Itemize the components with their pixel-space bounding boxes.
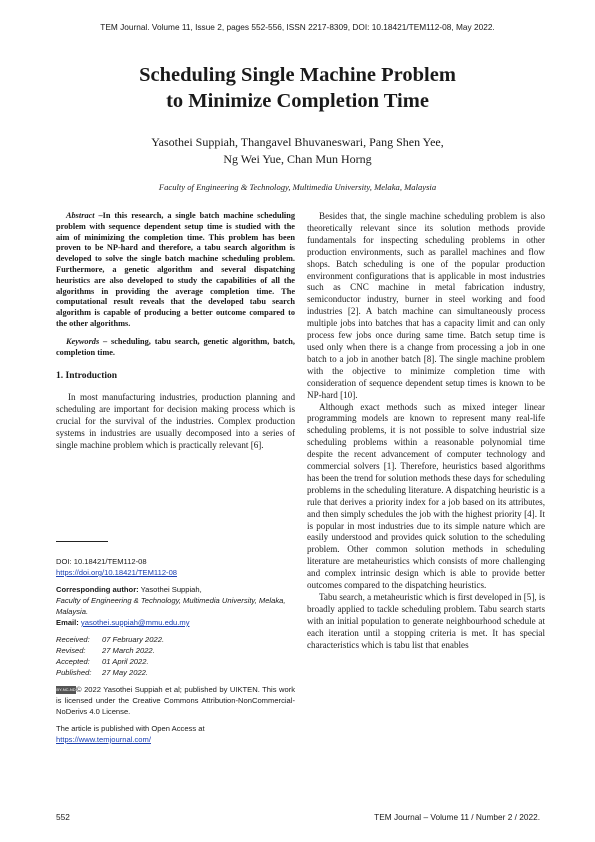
left-column — [56, 211, 295, 452]
corresponding-author-affiliation: Faculty of Engineering & Technology, Multimedia University, Melaka, Malaysia. — [56, 596, 286, 616]
authors-line: Yasothei Suppiah, Thangavel Bhuvaneswari, Pang Shen Yee, — [151, 135, 444, 149]
title-line: to Minimize Completion Time — [166, 90, 429, 112]
published-label: Published: — [56, 668, 92, 677]
accepted-date: 01 April 2022. — [102, 657, 149, 666]
keywords — [56, 337, 295, 359]
published-date: 27 May 2022. — [102, 668, 149, 677]
email-link[interactable]: yasothei.suppiah@mmu.edu.my — [80, 618, 190, 627]
paper-title — [40, 62, 555, 114]
body-paragraph: Tabu search, a metaheuristic which is first developed in [5], is broadly applied to tackle scheduling problem. Tabu search starts with an initial population to generate neighbourhood schedule at each iteration until a stopping criteria is met. It has special characteristics which is tabu list that enables — [307, 592, 545, 650]
running-footer: TEM Journal – Volume 11 / Number 2 / 2022. — [374, 812, 540, 822]
affiliation: Faculty of Engineering & Technology, Multimedia University, Melaka, Malaysia — [158, 182, 437, 192]
body-paragraph: In most manufacturing industries, production planning and scheduling are important for decision making process which is crucial for the survival of the industries. Complex production systems in industries are usually decomposed into a series of single machine problem which is practically relevant [6]. — [56, 392, 295, 450]
abstract-text: –In this research, a single batch machine scheduling problem with sequence dependent setup time is studied with the aim of minimizing the completion time. This problem has been proven to be NP-hard and therefore, a tabu search algorithm is developed to solve the single batch machine scheduling problem. Furthermore, a genetic algorithm and several dispatching heuristics are also developed to study the capabilities of all the algorithms in providing the average completion time. The computational result reveals that the developed tabu search algorithm is capable of producing a better outcome compared to the other algorithms. — [56, 211, 295, 328]
page-number: 552 — [56, 812, 70, 822]
journal-link[interactable]: https://www.temjournal.com/ — [56, 735, 151, 744]
open-access-text: The article is published with Open Access at — [56, 724, 205, 733]
email-label: Email: — [56, 618, 79, 627]
abstract — [56, 211, 295, 330]
received-label: Received: — [56, 635, 90, 644]
revised-date: 27 March 2022. — [102, 646, 155, 655]
author-list — [60, 134, 535, 168]
doi-link[interactable]: https://doi.org/10.18421/TEM112-08 — [56, 568, 178, 577]
doi-text: DOI: 10.18421/TEM112-08 — [56, 557, 147, 566]
running-header: TEM Journal. Volume 11, Issue 2, pages 552-556, ISSN 2217-8309, DOI: 10.18421/TEM112-08, May 2022. — [100, 22, 495, 32]
abstract-label: Abstract — [66, 211, 95, 220]
authors-line: Ng Wei Yue, Chan Mun Horng — [223, 152, 372, 166]
license-text: © 2022 Yasothei Suppiah et al; published by UIKTEN. This work is licensed under the Creative Commons Attribution-NonCommercial-NoDerivs 4.0 License. — [56, 685, 295, 716]
cc-license-badge[interactable]: BY-NC-ND — [56, 687, 76, 692]
received-date: 07 February 2022. — [102, 635, 165, 644]
corresponding-author-name: Yasothei Suppiah, — [138, 585, 202, 594]
body-paragraph: Besides that, the single machine scheduling problem is also theoretically relevant since its solution methods provide fundamentals for inspecting scheduling problems in other production environments, such as parallel machines and flow shops. Batch scheduling is one of the popular production environment configurations that is applicable in most industries such as CNC machine in metal fabrication industry, semiconductor industry, burner in steel working and food industries [2]. A batch machine can simultaneously process multiple jobs into batches that has a capacity limit and can only process few jobs once during same time. Batch setup time is used only when there is a change from processing a job in one batch to a job in another batch [8]. The single machine problem with the objective to minimize completion time with consideration of sequence dependent setup times is known to be NP-hard [10]. — [307, 211, 545, 400]
right-column — [307, 211, 545, 652]
corresponding-author-label: Corresponding author: — [56, 585, 139, 594]
footnote-divider — [56, 541, 108, 542]
body-paragraph: Although exact methods such as mixed integer linear programming models are known to represent many real-life scheduling problems, it is not possible to solve industrial size scheduling problems within a reasonable polynomial time despite the recent advancement of computer technology and commercial solvers [1]. Therefore, heuristics based algorithms has been the trend for solution methods these days for scheduling problems in the scheduling literature. A dispatching heuristic is a rule that derives a priority index for a job based on its attributes, and then simply schedules the job with the highest priority [4]. It is popular in most industries due to its simple nature which are easily understood and provides quick solution to the scheduling problem. Other common solution methods in scheduling literature are metaheuristics which consists of more challenging and complex intrinsic design which is able to provide better outcomes compared to the dispatching heuristics. — [307, 401, 545, 591]
revised-label: Revised: — [56, 646, 86, 655]
section-heading: 1. Introduction — [56, 371, 118, 382]
title-line: Scheduling Single Machine Problem — [139, 64, 456, 86]
footnote-block — [56, 556, 295, 745]
accepted-label: Accepted: — [56, 657, 90, 666]
keywords-label: Keywords — [66, 336, 100, 346]
keywords-text: – scheduling, tabu search, genetic algorithm, batch, completion time. — [56, 336, 295, 357]
